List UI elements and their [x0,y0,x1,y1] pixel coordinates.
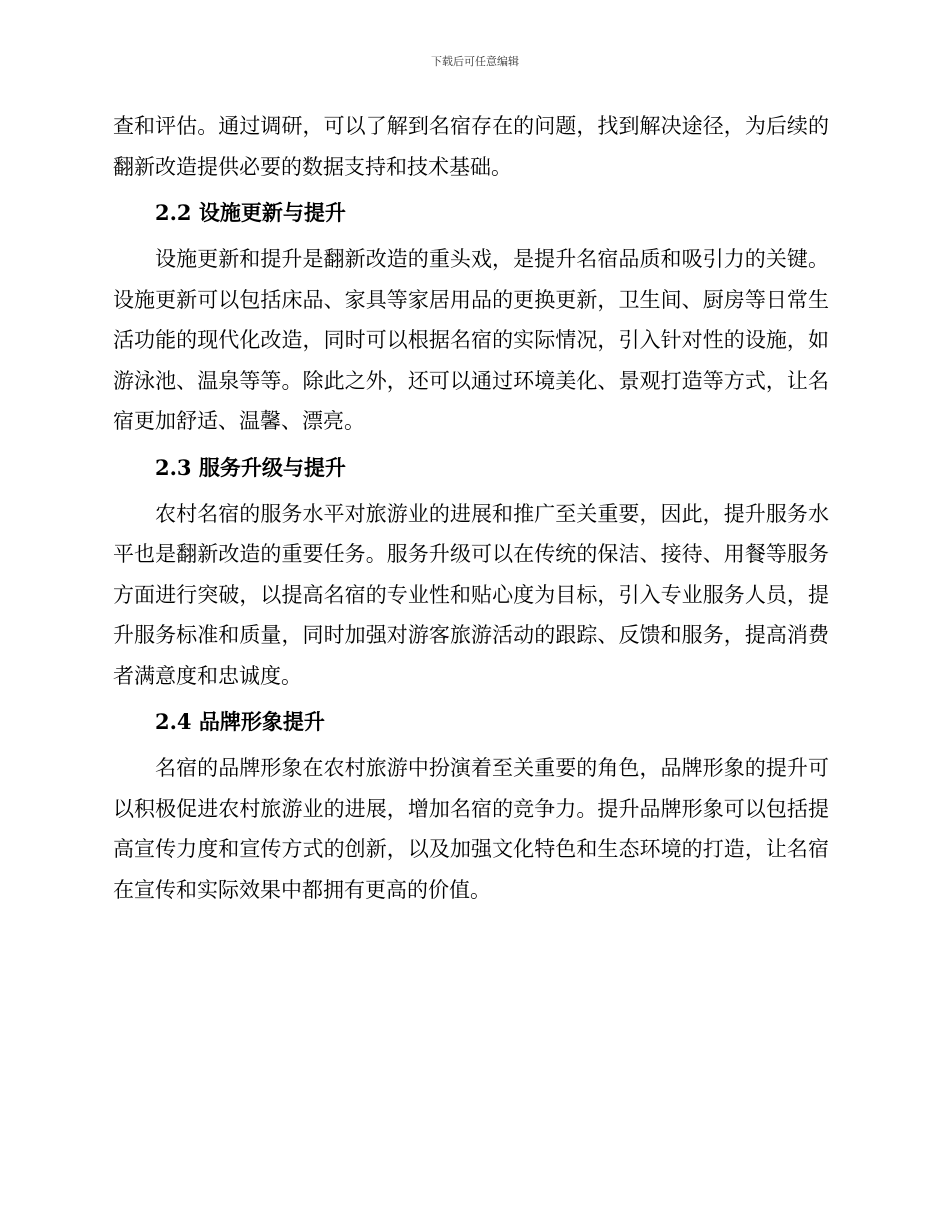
paragraph-service-upgrade: 农村名宿的服务水平对旅游业的进展和推广至关重要，因此，提升服务水平也是翻新改造的重要任务。服务升级可以在传统的保洁、接待、用餐等服务方面进行突破，以提高名宿的专业性和贴心度为目标，引入专业服务人员，提升服务标准和质量，同时加强对游客旅游活动的跟踪、反馈和服务，提高消费者满意度和忠诚度。 [113,501,829,688]
section-heading-2-3: 2.3 服务升级与提升 [155,454,346,480]
section-heading-2-2: 2.2 设施更新与提升 [155,200,346,225]
paragraph-brand-image: 名宿的品牌形象在农村旅游中扮演着至关重要的角色，品牌形象的提升可以积极促进农村旅游业的进展，增加名宿的竞争力。提升品牌形象可以包括提高宣传力度和宣传方式的创新，以及加强文化特色和生态环境的打造，让名宿在宣传和实际效果中都拥有更高的价值。 [113,756,829,902]
page-header: 下载后可任意编辑 [431,55,519,68]
section-heading-2-4: 2.4 品牌形象提升 [155,709,325,734]
paragraph-facility-update: 设施更新和提升是翻新改造的重头戏，是提升名宿品质和吸引力的关键。设施更新可以包括床品、家具等家居用品的更换更新，卫生间、厨房等日常生活功能的现代化改造，同时可以根据名宿的实际情况，引入针对性的设施，如游泳池、温泉等等。除此之外，还可以通过环境美化、景观打造等方式，让名宿更加舒适、温馨、漂亮。 [113,247,829,433]
document-body [113,106,829,910]
paragraph-continued: 查和评估。通过调研，可以了解到名宿存在的问题，找到解决途径，为后续的翻新改造提供必要的数据支持和技术基础。 [113,114,829,179]
